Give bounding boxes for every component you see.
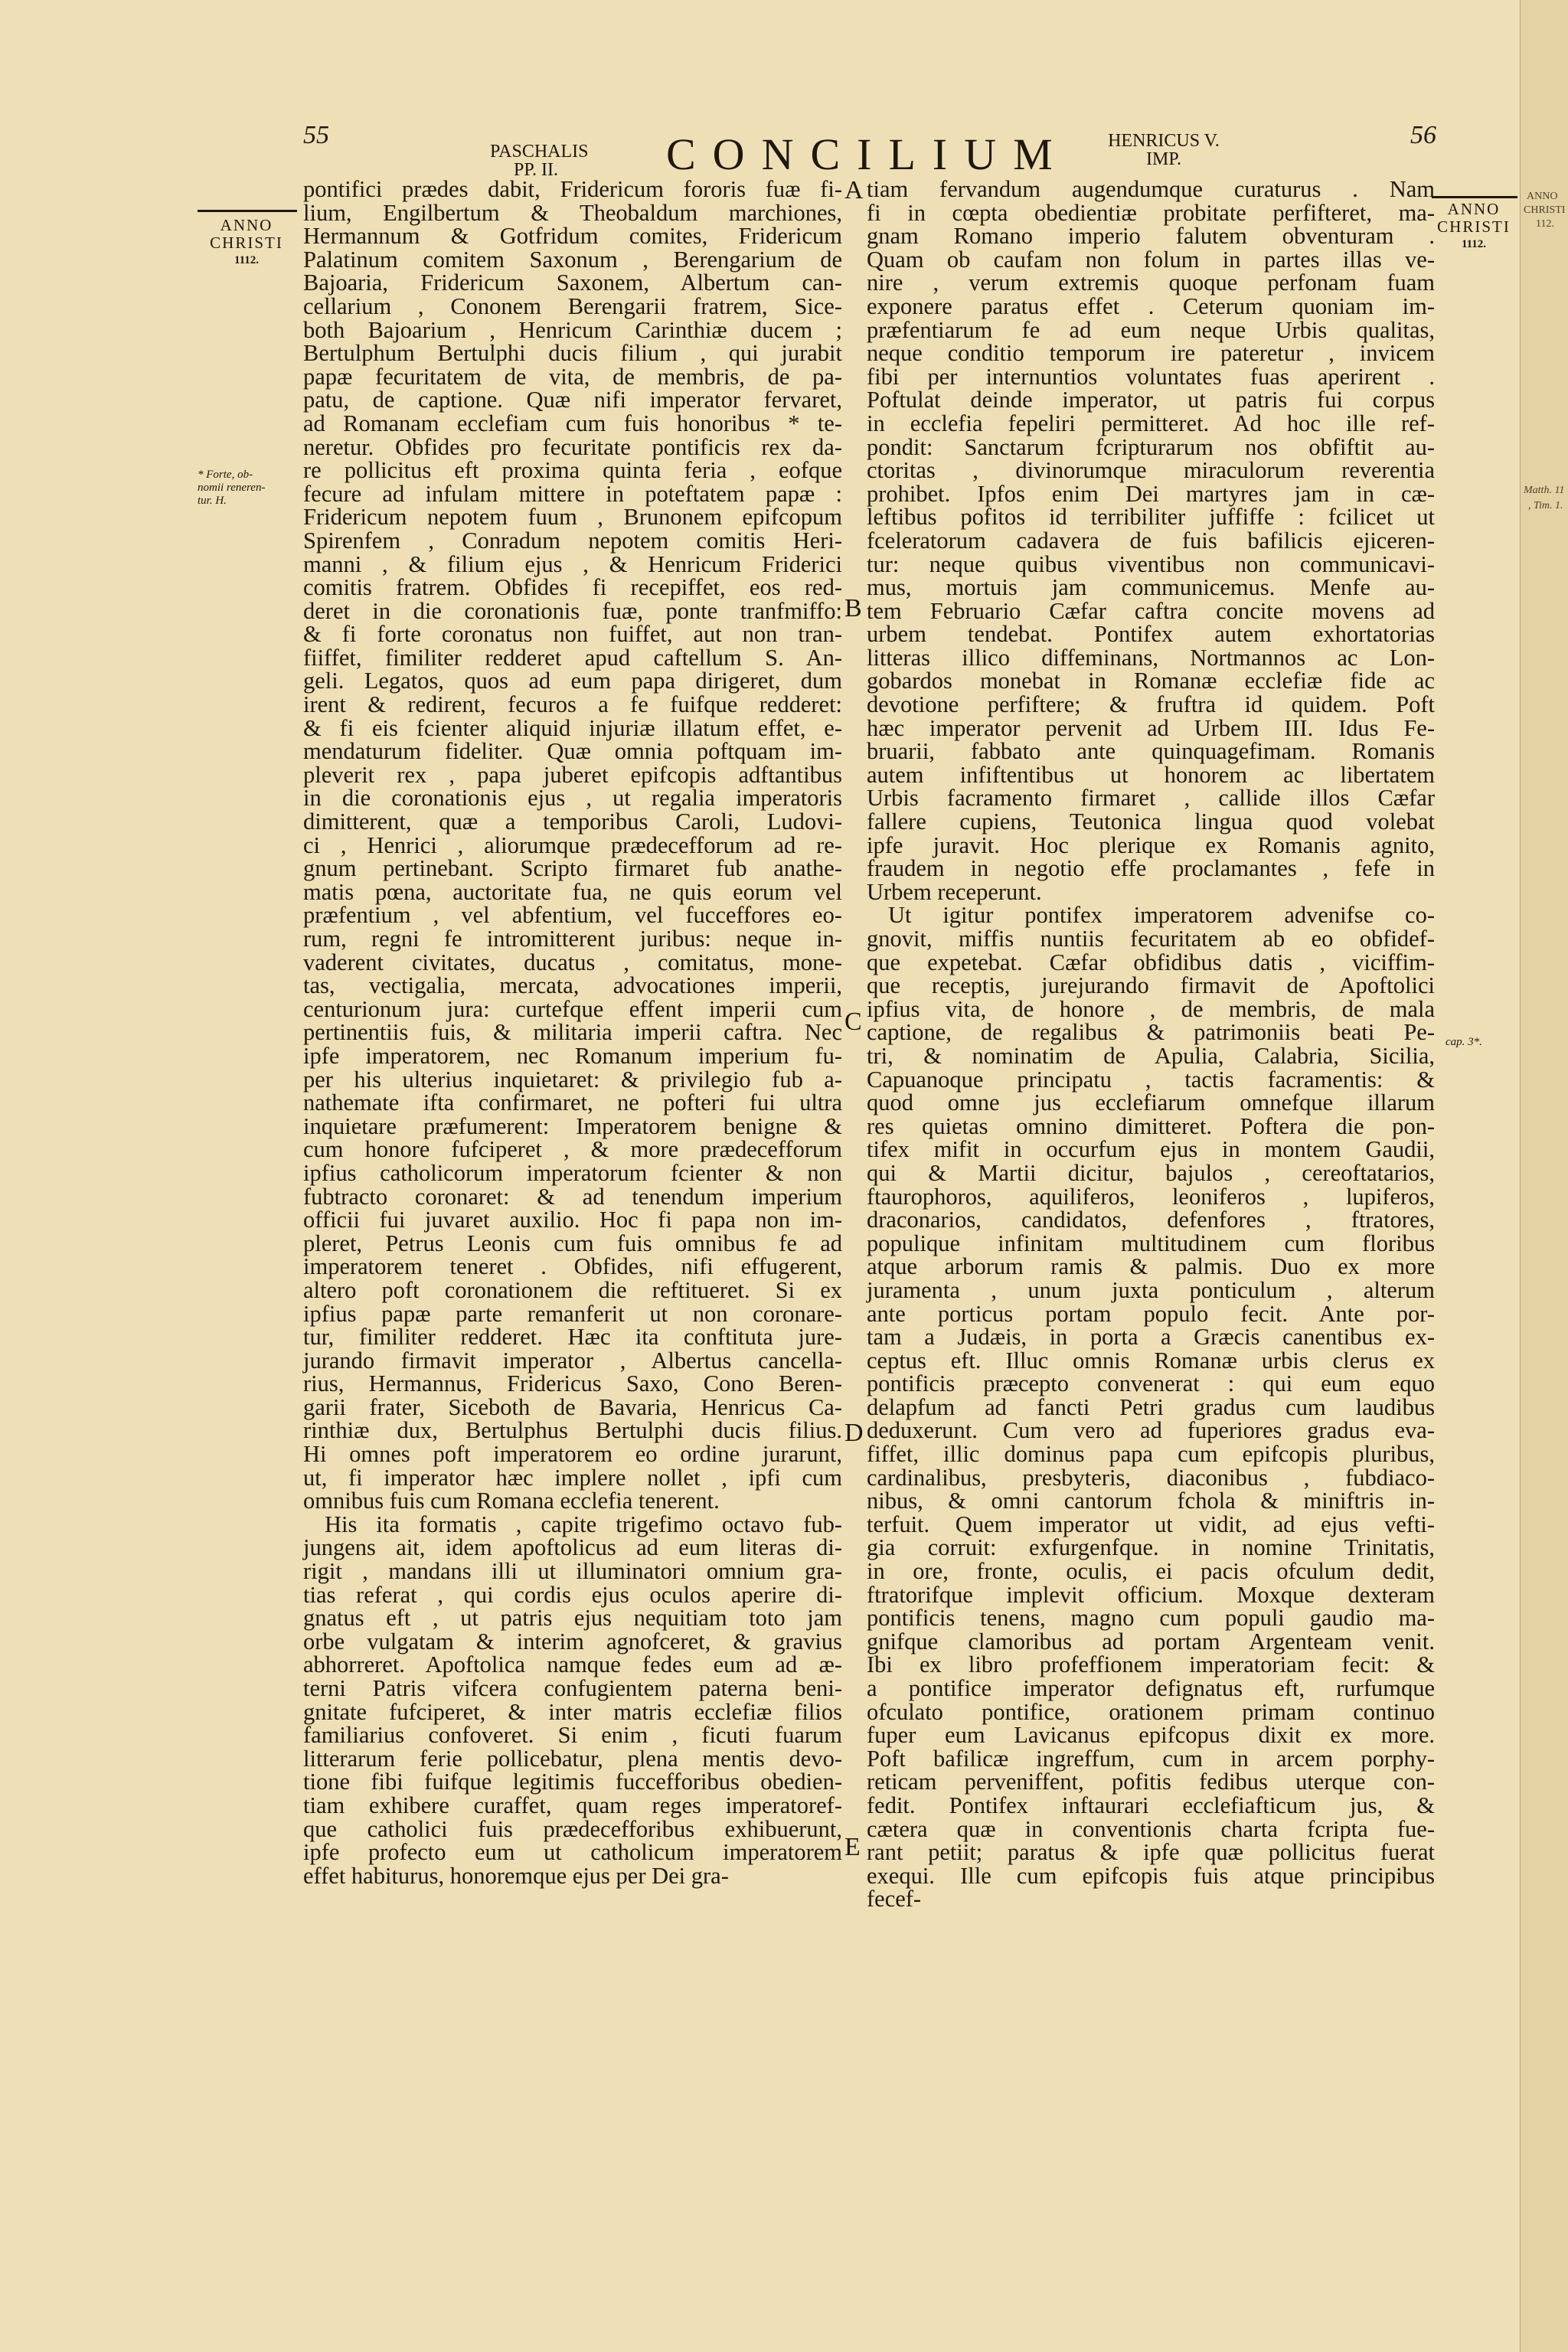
text-line: fuper eum Lavicanus epifcopus dixit ex more. [867,1722,1435,1749]
margin-note-left [198,469,297,508]
text-line: fecure ad infulam mittere in poteftatem papæ : [303,480,842,507]
text-line: manni , & filium ejus , & Henricum Friderici [303,550,842,577]
text-line: tur, fimiliter redderet. Hæc ita conftituta jure- [303,1324,842,1351]
text-line: pontifici prædes dabit, Fridericum fororis fuæ fi- [303,176,842,202]
text-line: nibus, & omni cantorum fchola & miniftris in- [867,1488,1435,1514]
text-line: hæc imperator pervenit ad Urbem III. Idus Fe- [867,714,1435,741]
text-line: fceleratorum cadavera de fuis bafilicis ejiceren- [867,527,1435,554]
text-line: fi in cœpta obedientiæ probitate perfifteret, ma- [867,199,1435,226]
text-line: irent & redirent, fecuros a fe fuifque redderet: [303,691,842,718]
text-line: præfentium , vel abfentium, vel fucceffores eo- [303,902,842,929]
text-line: fedit. Pontifex inftaurari ecclefiafticum jus, & [867,1792,1435,1818]
text-line: garii frater, Siceboth de Bavaria, Henricus Ca- [303,1393,842,1420]
text-line: a pontifice imperator defignatus eft, rurfumque [867,1675,1435,1701]
margin-christi-right: CHRISTI [1437,217,1511,236]
margin-anno-left: ANNO [220,216,273,234]
page-title: CONCILIUM [666,129,1070,179]
text-line: lium, Engilbertum & Theobaldum marchiones, [303,199,842,226]
text-line: cardinalibus, presbyteris, diaconibus , fubdiaco- [867,1464,1435,1491]
text-line: pleret, Petrus Leonis cum fuis omnibus fe ad [303,1230,842,1256]
text-line: fecef- [867,1886,922,1913]
text-line: Hermannum & Gotfridum comites, Fridericum [303,223,842,250]
text-line: rigit , mandans illi ut illuminatori omnium gra- [303,1558,842,1585]
text-line: inquietare præfumerent: Imperatorem benigne & [303,1112,842,1139]
text-line: jurando firmavit imperator , Albertus cancella- [303,1347,842,1374]
text-line: prohibet. Ipfos enim Dei martyres jam in cæ- [867,480,1435,507]
text-line: fiffet, illic dominus papa cum epifcopis pluribus, [867,1441,1435,1468]
text-line: omnibus fuis cum Romana ecclefia tenerent. [303,1488,720,1514]
text-line: neque conditio temporum ire pateretur , invicem [867,340,1435,367]
text-line: matis pœna, auctoritate fua, ne quis eorum vel [303,878,842,905]
text-line: litterarum ferie pollicebatur, plena mentis devo- [303,1745,842,1772]
text-line: officii fui juvaret auxilio. Hoc fi papa non im- [303,1207,842,1233]
text-line: que expetebat. Cæfar obfidibus datis , viciffim- [867,949,1435,975]
text-line: populique infinitam multitudinem cum floribus [867,1230,1435,1256]
text-line: fraudem in negotio effe proclamantes , fefe in [867,855,1435,882]
text-line: Quam ob caufam non folum in partes illas ve- [867,246,1435,273]
section-letter-a: A [844,176,864,204]
text-line: Ut igitur pontifex imperatorem advenifse co- [888,902,1435,929]
margin-rule-right [1432,196,1517,198]
margin-note-right: cap. 3*. [1446,1036,1482,1048]
text-line: devotione perfiftere; & fruftra id quidem. Poft [867,691,1435,718]
text-line: draconarios, candidatos, defenfores , ftratores, [867,1207,1435,1233]
edge-note-2: , Tim. 1. [1528,500,1563,511]
text-line: Urbis facramento firmaret , callide illos Cæfar [867,785,1435,812]
edge-christi: CHRISTI [1524,204,1566,216]
edge-note-1: Matth. 11 [1524,485,1565,496]
running-head-left-2: PP. II. [513,160,559,180]
text-line: Ibi ex libro profeffionem imperatoriam fecit: & [867,1651,1435,1678]
text-line: res quietas omnino dimitteret. Poftera die pon- [867,1112,1435,1139]
text-line: mendaturum fideliter. Quæ omnia poftquam im- [303,738,842,765]
section-letter-b: B [844,594,862,622]
text-line: mus, mortuis jam communicemus. Menfe au- [867,574,1435,601]
text-line: Poft bafilicæ ingreffum, cum in arcem porphy- [867,1745,1435,1772]
text-line: papæ fecuritatem de vita, de membris, de pa- [303,363,842,390]
text-line: Palatinum comitem Saxonum , Berengarium de [303,246,842,273]
page-number-right: 56 [1410,121,1436,149]
edge-year: 112. [1536,218,1554,230]
text-line: comitis fratrem. Obfides fi recepiffet, eos red- [303,574,842,601]
margin-note-line-3: tur. H. [198,495,227,507]
text-line: tas, vectigalia, mercata, advocationes imperii, [303,972,842,999]
text-line: & fi forte coronatus non fuiffet, aut non tran- [303,621,842,648]
text-line: gnatus eft , ut patris ejus nequitiam toto jam [303,1605,842,1632]
text-line: ofculato pontifice, orationem primam continuo [867,1698,1435,1725]
running-head-right-2: IMP. [1145,149,1182,169]
text-line: pleverit rex , papa juberet epifcopis adftantibus [303,761,842,788]
text-line: rinthiæ dux, Bertulphus Bertulphi ducis filius. [303,1417,842,1444]
text-line: effet habiturus, honoremque ejus per Dei gra- [303,1862,729,1889]
text-line: ci , Henrici , aliorumque prædecefforum ad re- [303,831,842,858]
text-line: terni Patris vifcera confugientem paterna beni- [303,1675,842,1701]
text-line: que receptis, jurejurando firmavit de Apoftolici [867,972,1435,999]
text-line: ad Romanam ecclefiam cum fuis honoribus * te- [303,410,842,436]
text-line: imperatorem teneret . Obfides, nifi effugerent, [303,1253,842,1280]
page-number-left: 55 [303,121,329,149]
text-line: vaderent civitates, ducatus , comitatus, mone- [303,949,842,975]
text-line: tione fibi fuifque legitimis fuccefforibus obedien- [303,1769,842,1795]
text-line: cætera quæ in conventionis charta fcripta fue- [867,1815,1435,1842]
section-letter-c: C [844,1008,862,1036]
text-line: abhorreret. Apoftolica namque fedes eum ad æ- [303,1651,842,1678]
section-letter-d: D [844,1419,864,1447]
text-line: & fi eis fcienter aliquid injuriæ illatum effet, e- [303,714,842,741]
margin-rule-left [198,210,297,212]
text-line: exponere paratus effet . Ceterum quoniam im- [867,292,1435,319]
text-line: Poftulat deinde imperator, ut patris fui corpus [867,387,1435,413]
running-head-right-1: HENRICUS V. [1108,131,1220,151]
text-line: gnifque clamoribus ad portam Argenteam venit. [867,1628,1435,1655]
text-line: reticam perveniffent, pofitis fedibus uterque con- [867,1769,1435,1795]
text-line: jungens ait, idem apoftolicus ad eum literas di- [303,1534,842,1561]
facing-page-edge [1520,0,1568,2352]
margin-year-value-right: 1112. [1461,238,1487,250]
section-letter-e: E [844,1833,861,1861]
text-line: cellarium , Cononem Berengarii fratrem, Sice- [303,292,842,319]
text-line: Spirenfem , Conradum nepotem comitis Heri- [303,527,842,554]
text-line: fiiffet, fimiliter redderet apud caftellum S. An- [303,644,842,671]
text-line: ante porticus portam populo fecit. Ante por- [867,1300,1435,1327]
text-line: rius, Hermannus, Fridericus Saxo, Cono Beren- [303,1370,842,1397]
text-line: deret in die coronationis fuæ, ponte tranfmiffo: [303,597,842,624]
text-line: fibi per internuntios voluntates fuas aperirent . [867,363,1435,390]
text-line: autem infiftentibus ut honorem ac libertatem [867,761,1435,788]
text-line: Bajoaria, Fridericum Saxonem, Albertum can- [303,270,842,296]
text-line: ipfe imperatorem, nec Romanum imperium fu- [303,1042,842,1069]
text-line: juramenta , unum juxta ponticulum , alterum [867,1276,1435,1303]
text-line: in ore, fronte, oculis, ei pacis ofculum dedit, [867,1558,1435,1585]
text-line: Urbem receperunt. [867,878,1042,905]
text-line: ipfius vita, de honore , de membris, de mala [867,995,1435,1022]
text-line: que catholici fuis prædecefforibus exhibuerunt, [303,1815,842,1842]
text-line: tifex mifit in occurfum ejus in montem Gaudii, [867,1136,1435,1163]
text-line: tem Februario Cæfar caftra concite movens ad [867,597,1435,624]
text-line: familiarius confoveret. Si enim , ficuti fuarum [303,1722,842,1749]
text-line: ipfe juravit. Hoc plerique ex Romanis agnito, [867,831,1435,858]
text-line: Capuanoque principatu , tactis facramentis: & [867,1066,1435,1093]
text-line: rant petiit; paratus & ipfe quæ pollicitus fuerat [867,1839,1435,1866]
text-line: bruarii, fabbato ante quinquagefimam. Romanis [867,738,1435,765]
text-line: tiam fervandum augendumque curaturus . Nam [867,176,1435,202]
text-line: litteras illico diffeminans, Nortmannos ac Lon- [867,644,1435,671]
text-line: terfuit. Quem imperator ut vidit, ad ejus vefti- [867,1511,1435,1537]
margin-year-left [201,217,292,270]
text-line: orbe vulgatam & interim agnofceret, & gravius [303,1628,842,1655]
margin-year-value-left: 1112. [234,254,260,266]
edge-anno: ANNO [1527,191,1558,202]
text-line: urbem tendebat. Pontifex autem exhortatorias [867,621,1435,648]
margin-christi-left: CHRISTI [210,234,283,252]
text-line: deduxerunt. Cum vero ad fuperiores gradus eva- [867,1417,1435,1444]
margin-note-line-2: nomii reneren- [198,482,266,494]
text-line: both Bajoarium , Henricum Carinthiæ ducem ; [303,316,842,343]
running-head-right [1072,132,1256,168]
text-line: per his ulterius inquietaret: & privilegio fub a- [303,1066,842,1093]
text-line: qui & Martii dicitur, bajulos , cereoftatarios, [867,1159,1435,1186]
text-line: tias referat , qui cordis ejus oculos aperire di- [303,1581,842,1608]
running-head-left [490,142,589,180]
text-line: ut, fi imperator hæc implere nollet , ipfi cum [303,1464,842,1491]
text-line: ceptus eft. Illuc omnis Romanæ urbis clerus ex [867,1347,1435,1374]
text-line: atque arborum ramis & palmis. Duo ex more [867,1253,1435,1280]
text-line: re pollicitus eft proxima quinta feria , eofque [303,457,842,484]
text-line: gnam Romano imperio falutem obventuram . [867,223,1435,250]
text-line: nire , verum extremis quoque perfonam fuam [867,270,1435,296]
text-line: patu, de captione. Quæ nifi imperator fervaret, [303,387,842,413]
text-line: gnum pertinebant. Scripto firmaret fub anathe- [303,855,842,882]
text-line: nathemate ifta confirmaret, ne pofteri fui ultra [303,1089,842,1116]
text-line: His ita formatis , capite trigefimo octavo fub- [325,1511,842,1537]
text-line: Hi omnes poft imperatorem eo ordine jurarunt, [303,1441,842,1468]
text-line: pertinentiis fuis, & militaria imperii caftra. Nec [303,1019,842,1046]
text-line: rum, regni fe intromitterent juribus: neque in- [303,926,842,952]
text-line: tri, & nominatim de Apulia, Calabria, Sicilia, [867,1042,1435,1069]
text-line: ctoritas , divinorumque miraculorum reverentia [867,457,1435,484]
text-line: delapfum ad fancti Petri gradus cum laudibus [867,1393,1435,1420]
text-line: ftratorifque implevit officium. Moxque dexteram [867,1581,1435,1608]
text-line: centurionum jura: curtefque effent imperii cum [303,995,842,1022]
text-line: leftibus pofitos id terribiliter juffiffe : fcilicet ut [867,504,1435,531]
text-line: gia corruit: exfurgenfque. in nomine Trinitatis, [867,1534,1435,1561]
text-line: altero poft coronationem die reftitueret. Si ex [303,1276,842,1303]
text-line: in die coronationis ejus , ut regalia imperatoris [303,785,842,812]
text-line: præfentiarum fe ad eum neque Urbis qualitas, [867,316,1435,343]
margin-note-line-1: * Forte, ob- [198,469,253,481]
text-line: ftaurophoros, aquiliferos, leoniferos , lupiferos, [867,1183,1435,1210]
text-line: tiam exhibere curaffet, quam reges imperatoref- [303,1792,842,1818]
text-line: gnitate fufciperet, & inter matris ecclefiæ filios [303,1698,842,1725]
margin-anno-right: ANNO [1447,200,1501,218]
text-line: dimitterent, quæ a temporibus Caroli, Ludovi- [303,808,842,835]
text-column-left [303,178,842,1887]
text-line: pontificis tenens, magno cum populi gaudio ma- [867,1605,1435,1632]
running-head-left-1: PASCHALIS [490,142,589,162]
text-line: exequi. Ille cum epifcopis fuis atque principibus [867,1862,1435,1889]
text-line: pondit: Sanctarum fcripturarum nos obfiftit au- [867,433,1435,460]
text-line: gobardos monebat in Romanæ ecclefiæ fide ac [867,668,1435,694]
text-line: gnovit, miffis nuntiis fecuritatem ab eo obfidef- [867,926,1435,952]
text-column-right [867,178,1435,1911]
text-line: in ecclefia fepeliri permitteret. Ad hoc ille ref- [867,410,1435,436]
text-line: fallere cupiens, Teutonica lingua quod volebat [867,808,1435,835]
text-line: pontificis præcepto convenerat : qui eum equo [867,1370,1435,1397]
text-line: Fridericum nepotem fuum , Brunonem epifcopum [303,504,842,531]
text-line: ipfius catholicorum imperatorum fcienter & non [303,1159,842,1186]
text-line: captione, de regalibus & patrimoniis beati Pe- [867,1019,1435,1046]
text-line: tur: neque quibus viventibus non communicavi- [867,550,1435,577]
text-line: ipfe profecto eum ut catholicum imperatorem [303,1839,842,1866]
text-line: geli. Legatos, quos ad eum papa dirigeret, dum [303,668,842,694]
text-line: neretur. Obfides pro fecuritate pontificis rex da- [303,433,842,460]
text-line: quod omne jus ecclefiarum omnefque illarum [867,1089,1435,1116]
text-line: cum honore fufciperet , & more prædecefforum [303,1136,842,1163]
text-line: ipfius papæ parte remanferit ut non coronare- [303,1300,842,1327]
text-line: fubtracto coronaret: & ad tenendum imperium [303,1183,842,1210]
text-line: Bertulphum Bertulphi ducis filium , qui jurabit [303,340,842,367]
margin-year-right [1432,201,1516,253]
text-line: tam a Judæis, in porta a Græcis canentibus ex- [867,1324,1435,1351]
